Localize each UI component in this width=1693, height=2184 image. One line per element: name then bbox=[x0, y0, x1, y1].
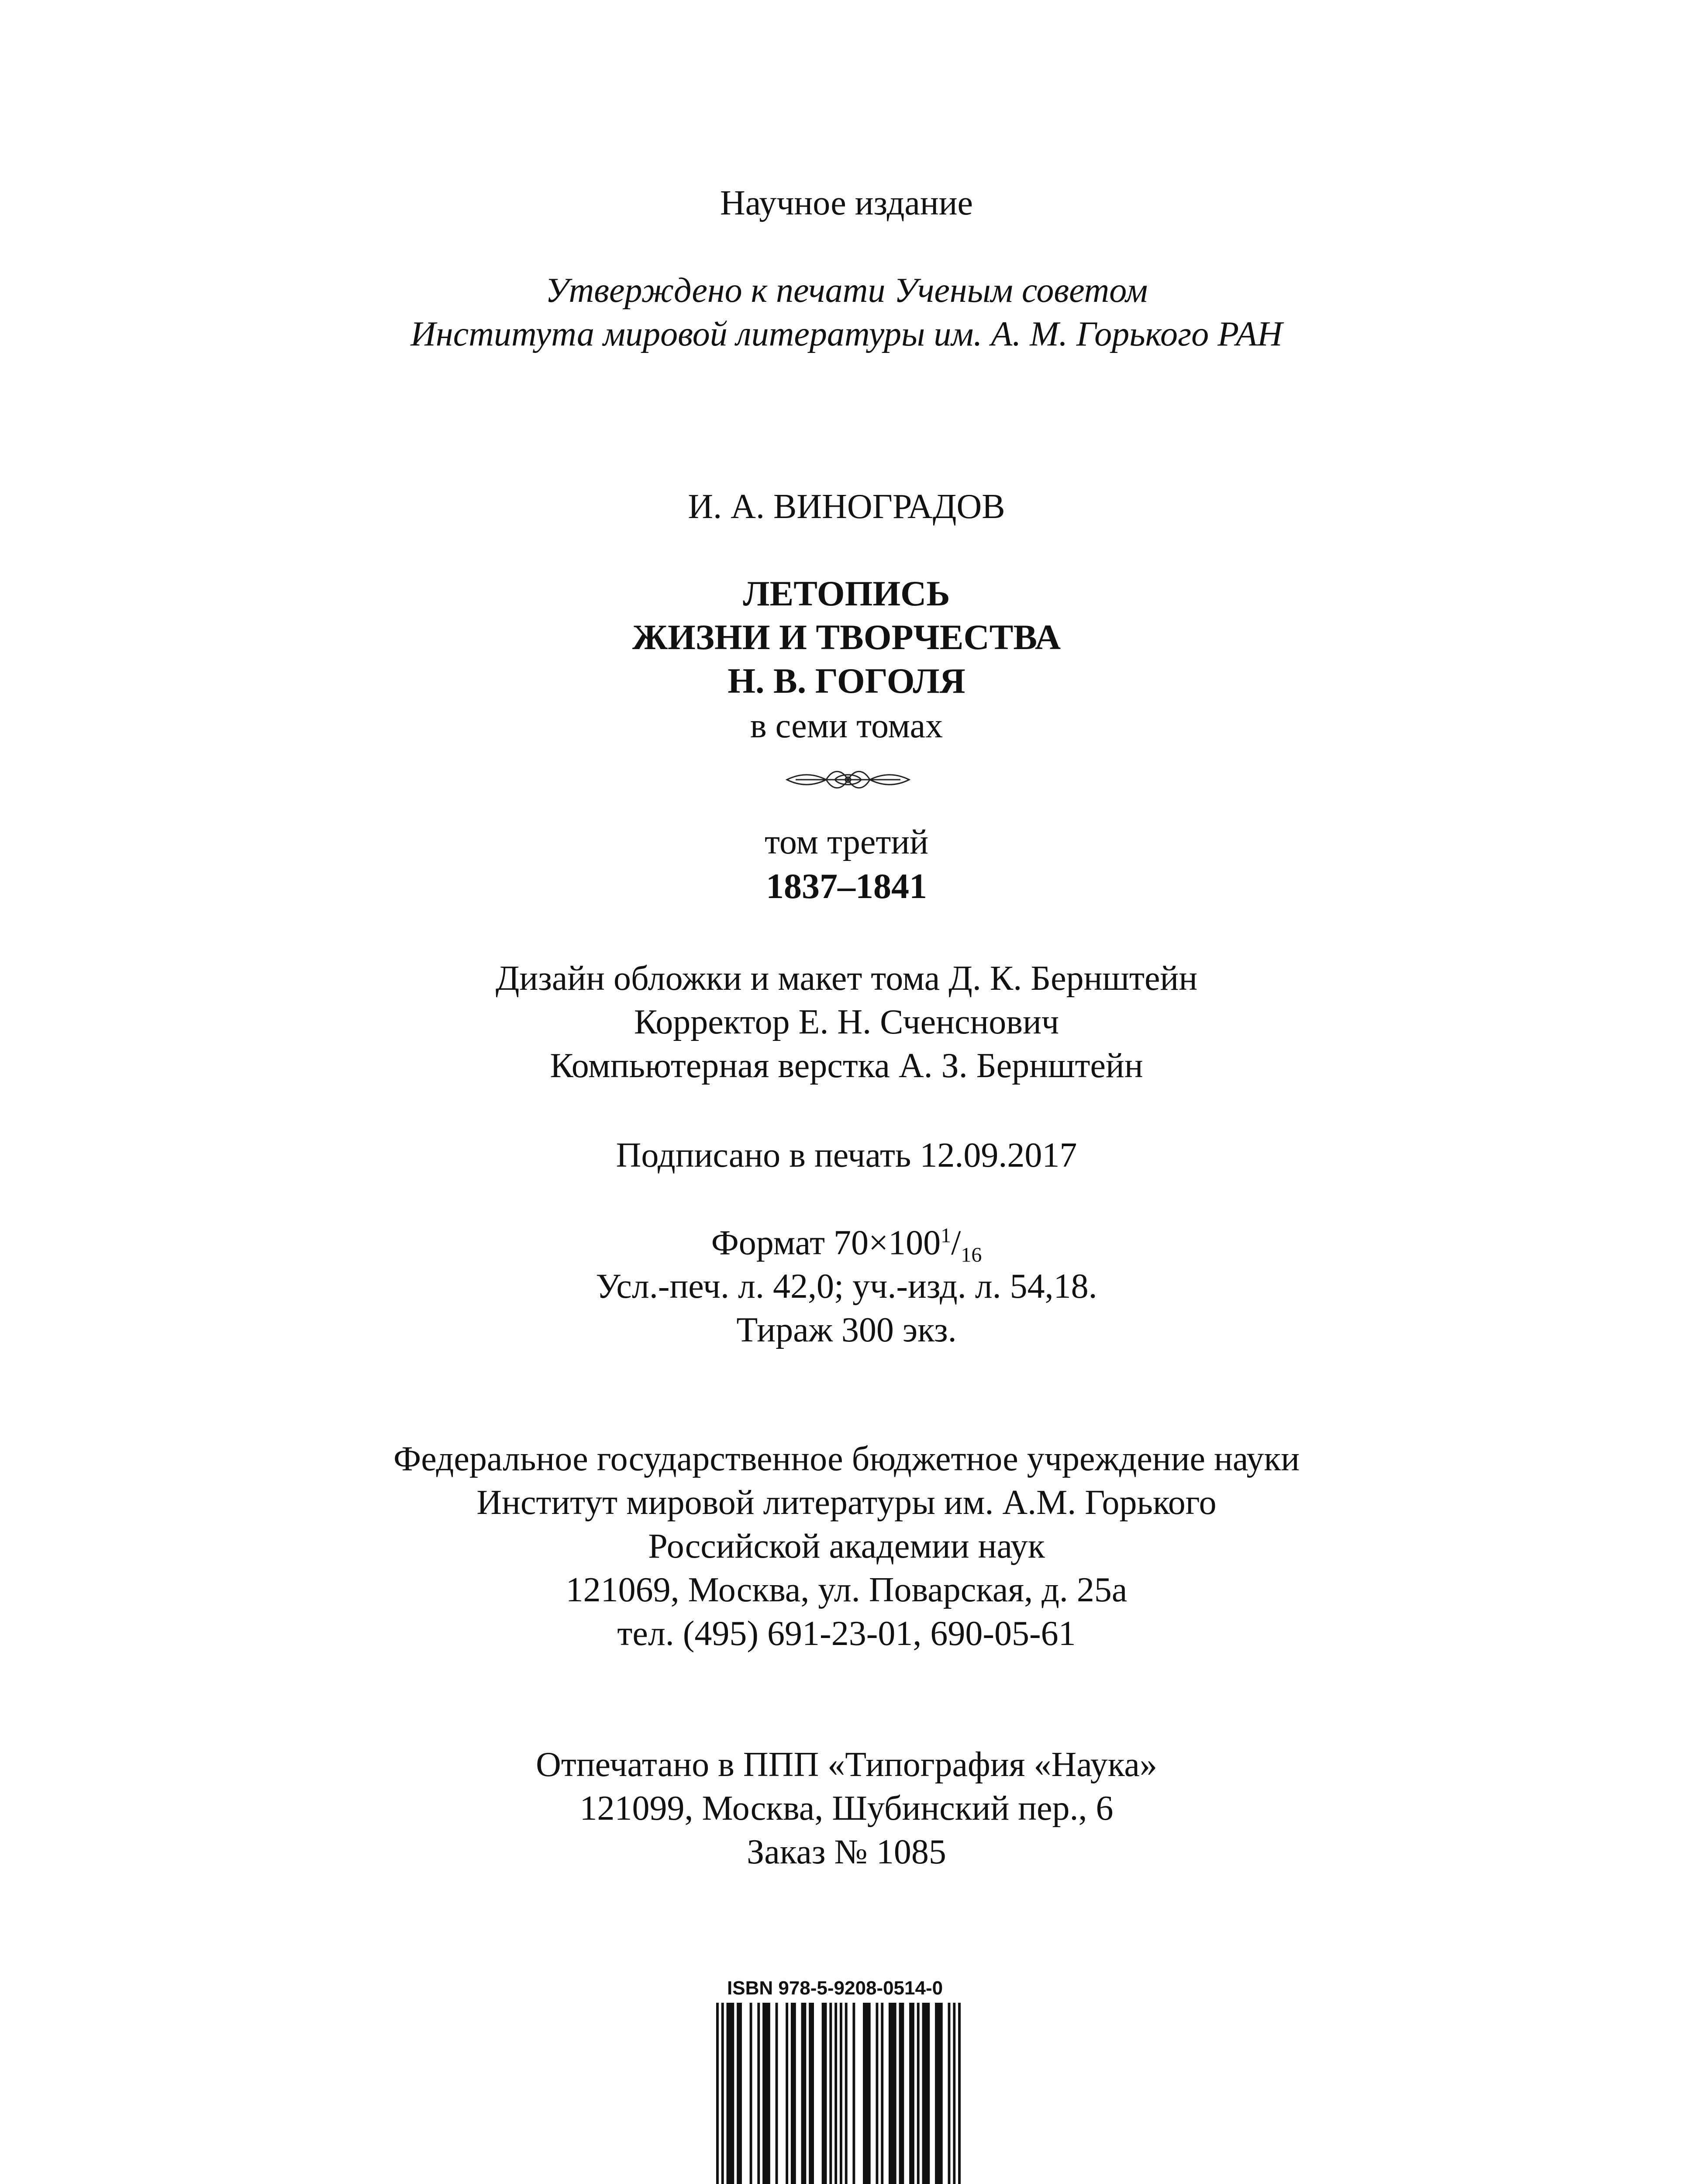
format bbox=[0, 1225, 1693, 1266]
sheets: Усл.-печ. л. 42,0; уч.-изд. л. 54,18. bbox=[596, 1267, 1097, 1306]
barcode-bar bbox=[876, 2003, 878, 2184]
barcode-bar bbox=[935, 2003, 943, 2184]
title-line-3: Н. В. ГОГОЛЯ bbox=[728, 661, 965, 701]
credit-corrector: Корректор Е. Н. Сченснович bbox=[634, 1003, 1059, 1041]
barcode-bar bbox=[829, 2003, 832, 2184]
barcode-bar bbox=[881, 2003, 883, 2184]
barcode-guard-bar bbox=[721, 2003, 724, 2184]
barcode-bar bbox=[948, 2003, 951, 2184]
barcode-bar bbox=[727, 2003, 734, 2184]
barcode bbox=[716, 2003, 961, 2184]
title-line-2: ЖИЗНИ И ТВОРЧЕСТВА bbox=[632, 617, 1061, 657]
barcode-bar bbox=[776, 2003, 778, 2184]
title-line-1: ЛЕТОПИСЬ bbox=[743, 574, 950, 613]
publisher-line-3: Российской академии наук bbox=[648, 1527, 1045, 1565]
flourish-ornament-icon bbox=[783, 762, 914, 797]
publisher-address: 121069, Москва, ул. Поварская, д. 25а bbox=[565, 1571, 1128, 1609]
barcode-bar bbox=[899, 2003, 904, 2184]
barcode-bar bbox=[822, 2003, 827, 2184]
barcode-bar bbox=[809, 2003, 814, 2184]
barcode-guard-bar bbox=[958, 2003, 961, 2184]
publisher-line-2: Институт мировой литературы им. А.М. Горького bbox=[476, 1483, 1217, 1522]
barcode-bar bbox=[786, 2003, 788, 2184]
order-number: Заказ № 1085 bbox=[747, 1833, 946, 1871]
subtitle: в семи томах bbox=[750, 707, 943, 745]
author: И. А. ВИНОГРАДОВ bbox=[688, 487, 1005, 526]
barcode-bar bbox=[750, 2003, 752, 2184]
years: 1837–1841 bbox=[766, 866, 927, 906]
barcode-bar bbox=[737, 2003, 742, 2184]
format-prefix: Формат 70×100 bbox=[711, 1223, 941, 1262]
barcode-bar bbox=[922, 2003, 930, 2184]
printer-line-1: Отпечатано в ППП «Типография «Наука» bbox=[536, 1745, 1157, 1784]
barcode-bar bbox=[863, 2003, 871, 2184]
format-sub: 16 bbox=[961, 1243, 982, 1267]
barcode-bar bbox=[852, 2003, 855, 2184]
barcode-guard-bar bbox=[834, 2003, 837, 2184]
barcode-bar bbox=[845, 2003, 848, 2184]
approval-line-1: Утверждено к печати Ученым советом bbox=[545, 271, 1148, 310]
format-slash: / bbox=[951, 1223, 961, 1262]
barcode-bar bbox=[757, 2003, 760, 2184]
barcode-bar bbox=[909, 2003, 914, 2184]
barcode-bar bbox=[801, 2003, 807, 2184]
credit-design: Дизайн обложки и макет тома Д. К. Бернштейн bbox=[495, 959, 1198, 998]
format-sup: 1 bbox=[941, 1224, 952, 1247]
barcode-bar bbox=[889, 2003, 896, 2184]
barcode-guard-bar bbox=[840, 2003, 842, 2184]
edition-type: Научное издание bbox=[720, 184, 973, 222]
approval-line-2: Института мировой литературы им. А. М. Горького РАН bbox=[410, 315, 1283, 353]
publisher-phone: тел. (495) 691-23-01, 690-05-61 bbox=[617, 1614, 1076, 1653]
barcode-guard-bar bbox=[716, 2003, 719, 2184]
barcode-bar bbox=[762, 2003, 770, 2184]
printer-address: 121099, Москва, Шубинский пер., 6 bbox=[579, 1789, 1114, 1828]
barcode-bar bbox=[917, 2003, 920, 2184]
barcode-guard-bar bbox=[953, 2003, 955, 2184]
circulation: Тираж 300 экз. bbox=[736, 1311, 957, 1349]
credit-layout: Компьютерная верстка А. З. Бернштейн bbox=[550, 1047, 1143, 1085]
barcode-bar bbox=[791, 2003, 796, 2184]
signed-date: Подписано в печать 12.09.2017 bbox=[616, 1136, 1077, 1175]
publisher-line-1: Федеральное государственное бюджетное учреждение науки bbox=[393, 1440, 1300, 1478]
isbn-label: ISBN 978-5-9208-0514-0 bbox=[727, 1977, 943, 1999]
volume: том третий bbox=[764, 823, 929, 861]
